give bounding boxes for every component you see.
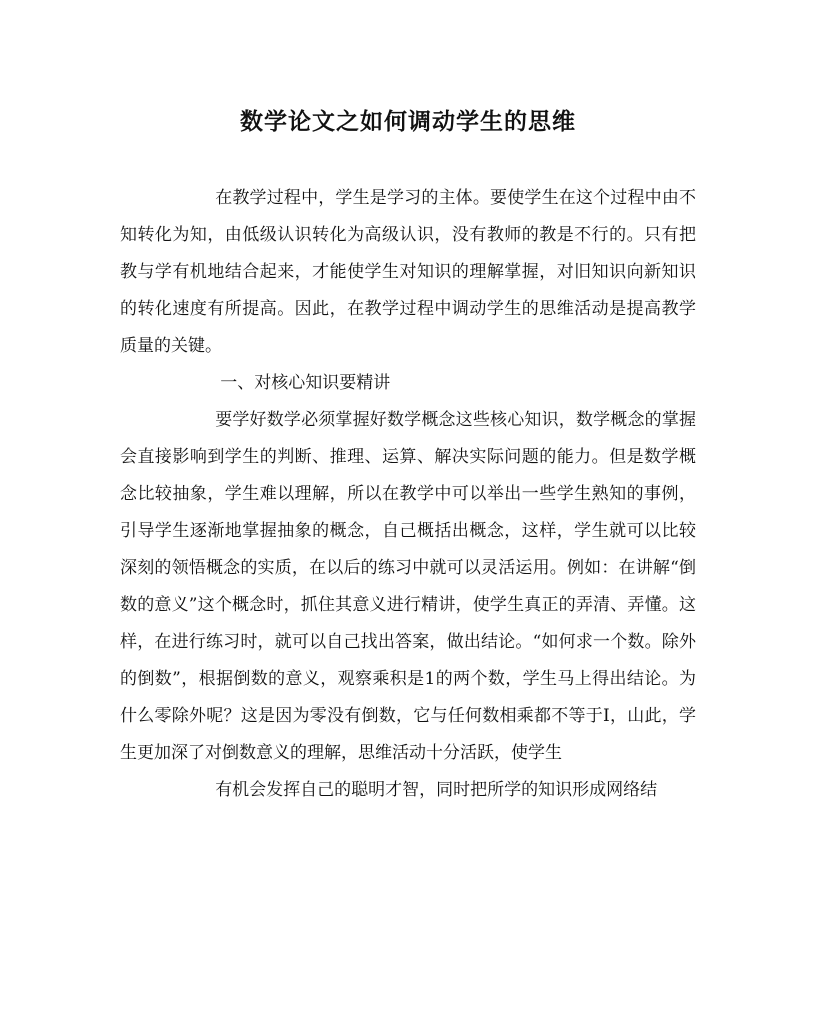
document-body [120, 180, 696, 809]
paragraph-continuation: 有机会发挥自己的聪明才智，同时把所学的知识形成网络结 [215, 780, 658, 800]
paragraph-intro: 在教学过程中，学生是学习的主体。要使学生在这个过程中由不知转化为知，由低级认识转化为高级认识，没有教师的教是不行的。只有把教与学有机地结合起来，才能使学生对知识的理解掌握，对旧知识向新知识的转化速度有所提高。因此，在教学过程中调动学生的思维活动是提高教学质量的关键。 [120, 188, 696, 356]
paragraph-core-knowledge: 要学好数学必须掌握好数学概念这些核心知识，数学概念的掌握会直接影响到学生的判断、推理、运算、解决实际问题的能力。但是数学概念比较抽象，学生难以理解，所以在教学中可以举出一些学生熟知的事例，引导学生逐渐地掌握抽象的概念，自己概括出概念，这样，学生就可以比较深刻的领悟概念的实质，在以后的练习中就可以灵活运用。例如：在讲解“倒数的意义”这个概念时，抓住其意义进行精讲，使学生真正的弄清、弄懂。这样，在进行练习时，就可以自己找出答案，做出结论。“如何求一个数。除外的倒数”，根据倒数的意义，观察乘积是1的两个数，学生马上得出结论。为什么零除外呢？这是因为零没有倒数，它与任何数相乘都不等于I，山此，学生更加深了对倒数意义的理解，思维活动十分活跃，使学生 [120, 410, 696, 763]
section-heading: 一、对核心知识要精讲 [220, 373, 391, 393]
document-title: 数学论文之如何调动学生的思维 [240, 108, 576, 135]
